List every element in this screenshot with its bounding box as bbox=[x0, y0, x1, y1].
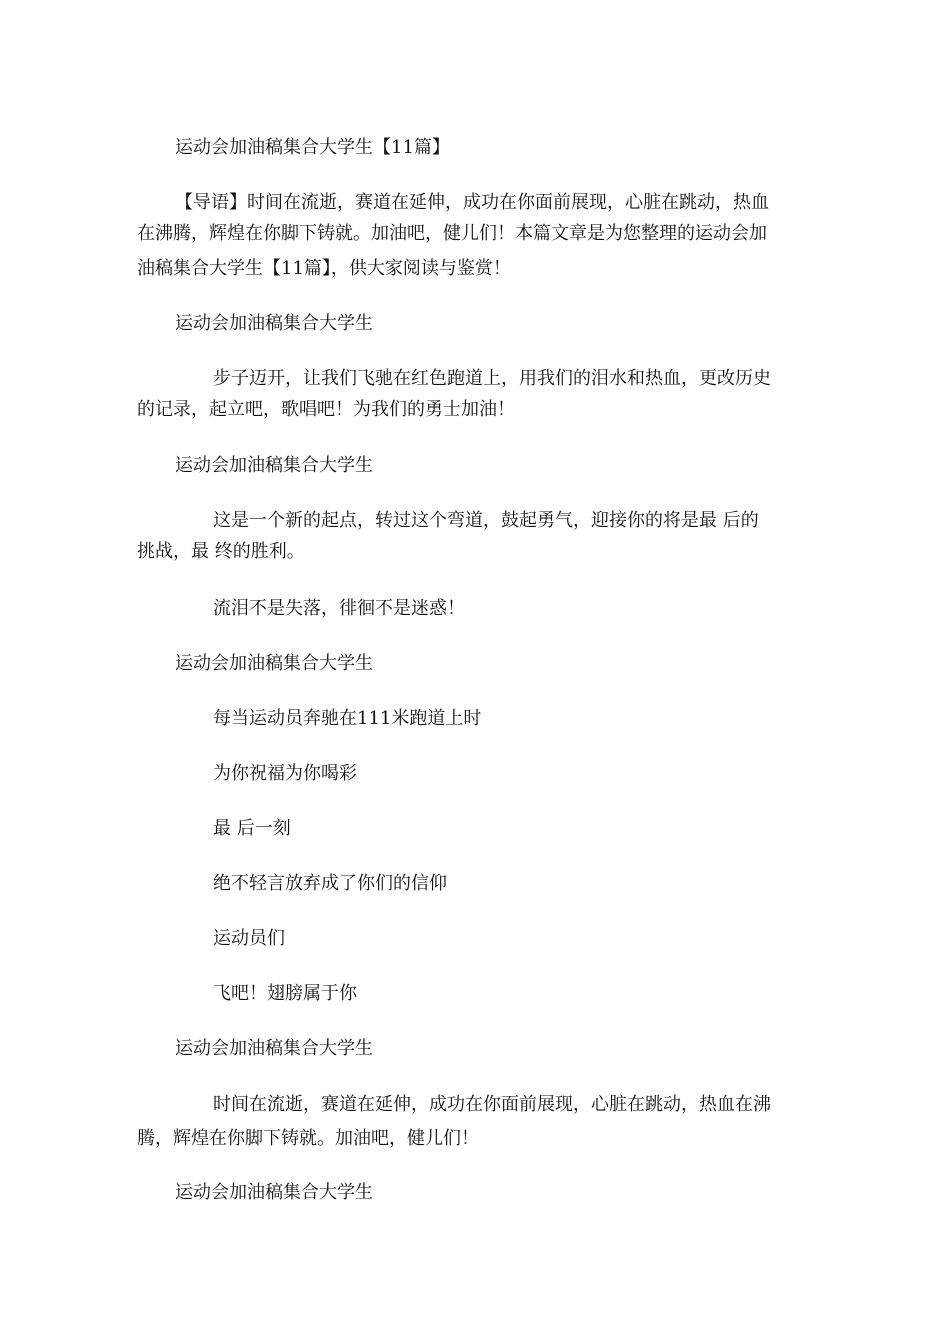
paragraph-line: 时间在流逝，赛道在延伸，成功在你面前展现，心脏在跳动，热血在沸 bbox=[213, 1094, 771, 1115]
section-heading: 运动会加油稿集合大学生 bbox=[175, 455, 373, 476]
paragraph-line: 绝不轻言放弃成了你们的信仰 bbox=[213, 873, 447, 894]
paragraph-line: 这是一个新的起点，转过这个弯道，鼓起勇气，迎接你的将是最 后的 bbox=[213, 510, 759, 531]
paragraph-line: 为你祝福为你喝彩 bbox=[213, 763, 357, 784]
document-title: 运动会加油稿集合大学生【11篇】 bbox=[175, 137, 450, 158]
paragraph-line: 步子迈开，让我们飞驰在红色跑道上，用我们的泪水和热血，更改历史 bbox=[213, 368, 771, 389]
paragraph-line: 运动员们 bbox=[213, 928, 285, 949]
intro-line-2: 在沸腾，辉煌在你脚下铸就。加油吧，健儿们！本篇文章是为您整理的运动会加 bbox=[137, 223, 767, 244]
section-heading: 运动会加油稿集合大学生 bbox=[175, 1182, 373, 1203]
section-heading: 运动会加油稿集合大学生 bbox=[175, 1038, 373, 1059]
paragraph-line: 飞吧！翅膀属于你 bbox=[213, 983, 357, 1004]
paragraph-line: 腾，辉煌在你脚下铸就。加油吧，健儿们！ bbox=[137, 1128, 479, 1149]
intro-line-3: 油稿集合大学生【11篇】，供大家阅读与鉴赏！ bbox=[137, 258, 511, 279]
paragraph-line: 每当运动员奔驰在111米跑道上时 bbox=[213, 708, 482, 729]
paragraph-line: 挑战，最 终的胜利。 bbox=[137, 541, 305, 562]
paragraph-line: 最 后一刻 bbox=[213, 818, 291, 839]
paragraph-line: 的记录，起立吧，歌唱吧！为我们的勇士加油！ bbox=[137, 399, 515, 420]
section-heading: 运动会加油稿集合大学生 bbox=[175, 653, 373, 674]
paragraph-line: 流泪不是失落，徘徊不是迷惑！ bbox=[213, 598, 465, 619]
intro-line-1: 【导语】时间在流逝，赛道在延伸，成功在你面前展现，心脏在跳动，热血 bbox=[175, 192, 769, 213]
section-heading: 运动会加油稿集合大学生 bbox=[175, 313, 373, 334]
